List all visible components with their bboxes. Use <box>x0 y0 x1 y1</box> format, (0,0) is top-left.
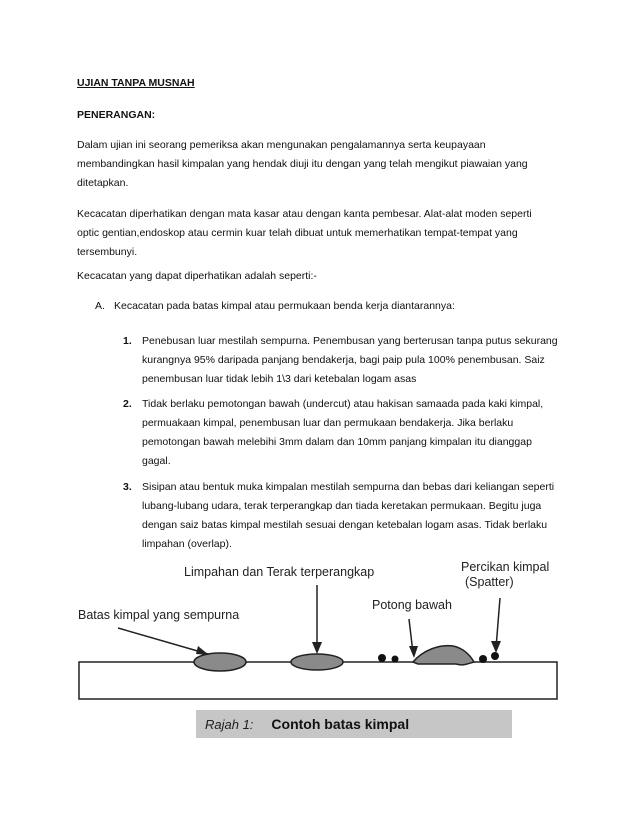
caption-prefix: Rajah 1: <box>205 716 254 732</box>
list-marker: A. <box>95 300 105 312</box>
list-line: Sisipan atau bentuk muka kimpalan mestilah sempurna dan bebas dari keliangan seperti <box>142 481 555 493</box>
list-line: permuakaan kimpal, penembusan luar dan permukaan bendakerja. Jika berlaku <box>142 417 514 429</box>
paragraph-line: ditetapkan. <box>77 177 129 189</box>
list-line: penembusan luar tidak lebih 1\3 dari ketebalan logam asas <box>142 373 417 385</box>
weld-defects-figure <box>78 558 558 743</box>
label-overlap: Limpahan dan Terak terperangkap <box>184 565 375 579</box>
label-undercut: Potong bawah <box>372 598 452 612</box>
list-line: pemotongan bawah melebihi 3mm dalam dan 10mm panjang kimpalan itu dianggap <box>142 436 532 448</box>
arrowhead <box>491 641 501 653</box>
arrowhead <box>312 642 322 654</box>
list-marker: 1. <box>123 335 132 347</box>
arrow-good-weld <box>118 628 208 654</box>
good-weld-bead <box>194 653 246 671</box>
paragraph-line: Kecacatan diperhatikan dengan mata kasar atau dengan kanta pembesar. Alat-alat moden seperti <box>77 208 532 220</box>
label-spatter-en: (Spatter) <box>465 575 514 589</box>
document-title: UJIAN TANPA MUSNAH <box>77 77 195 89</box>
list-marker: 3. <box>123 481 132 493</box>
figure-caption <box>196 710 512 738</box>
arrowhead <box>409 646 418 658</box>
list-line: dengan saiz batas kimpal mestilah sesuai dengan ketebalan logam asas. Tidak berlaku <box>142 519 548 531</box>
paragraph-line: Dalam ujian ini seorang pemeriksa akan mengunakan pengalamannya serta keupayaan <box>77 139 486 151</box>
paragraph-line: optic gentian,endoskop atau cermin kuar telah dibuat untuk memerhatikan tempat-tempat yang <box>77 227 518 239</box>
spatter-dot <box>392 656 399 663</box>
paragraph-line: membandingkan hasil kimpalan yang hendak diuji itu dengan yang telah mengikut piawaian yang <box>77 158 528 170</box>
label-spatter: Percikan kimpal <box>461 560 550 574</box>
paragraph-defects: Kecacatan yang dapat diperhatikan adalah seperti:- <box>77 270 317 282</box>
label-good-weld: Batas kimpal yang sempurna <box>78 608 240 622</box>
list-line: gagal. <box>142 455 171 467</box>
list-line: kurangnya 95% daripada panjang bendakerja, bagi paip pula 100% penembusan. Saiz <box>142 354 545 366</box>
overlap-weld-bead <box>291 654 343 670</box>
list-line: Tidak berlaku pemotongan bawah (undercut) atau hakisan samaada pada kaki kimpal, <box>142 398 544 410</box>
undercut-weld-bead <box>413 646 474 665</box>
section-heading: PENERANGAN: <box>77 109 156 121</box>
paragraph-line: tersembunyi. <box>77 246 138 258</box>
caption-title: Contoh batas kimpal <box>271 716 410 732</box>
list-item-text: Kecacatan pada batas kimpal atau permukaan benda kerja diantarannya: <box>114 300 455 312</box>
list-line: limpahan (overlap). <box>142 538 232 550</box>
list-marker: 2. <box>123 398 132 410</box>
list-line: lubang-lubang udara, terak terperangkap dan tiada keretakan permukaan. Begitu juga <box>142 500 542 512</box>
list-line: Penebusan luar mestilah sempurna. Penembusan yang berterusan tanpa putus sekurang <box>142 335 558 347</box>
arrow-spatter <box>496 598 500 648</box>
spatter-dot <box>378 654 386 662</box>
arrowhead <box>196 646 209 655</box>
spatter-dot <box>479 655 487 663</box>
spatter-dot <box>491 652 499 660</box>
